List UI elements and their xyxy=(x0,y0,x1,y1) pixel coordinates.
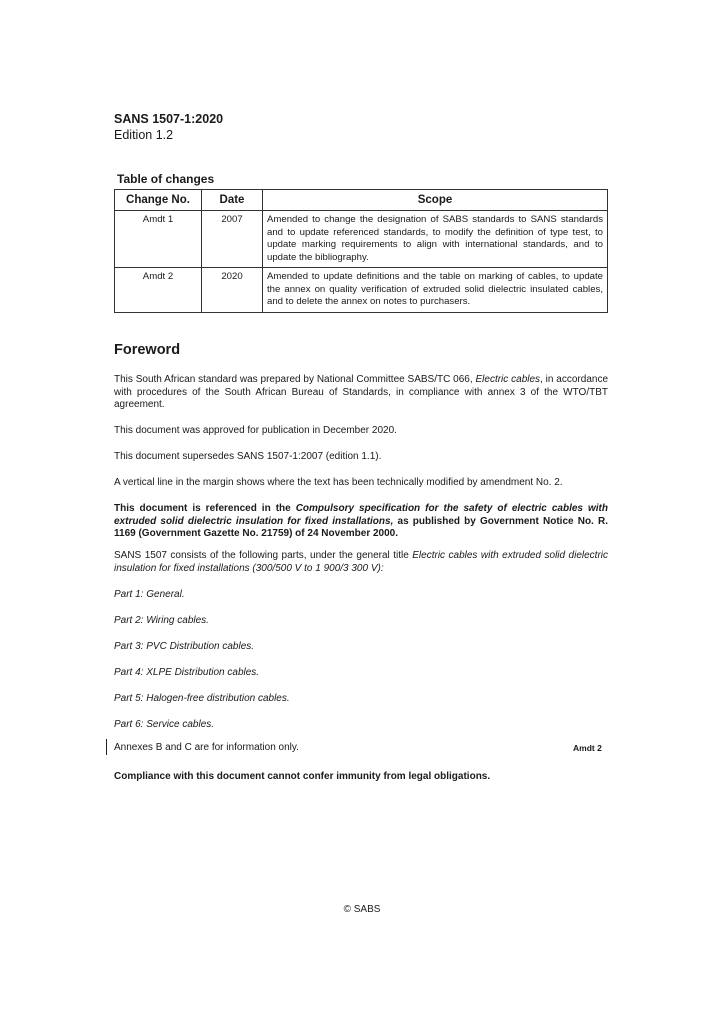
part-list-item: Part 1: General. xyxy=(114,589,185,600)
amendment-marker: Amdt 2 xyxy=(573,743,602,753)
scope-cell: Amended to change the designation of SABS standards to SANS standards and to update referenced standards, to modify the definition of type test, to update marking requirements to align with international standards, and to update the bibliography. xyxy=(263,211,608,268)
table-row xyxy=(115,211,608,268)
foreword-paragraph-supersedes: This document supersedes SANS 1507-1:2007 (edition 1.1). xyxy=(114,451,382,462)
edition-label: Edition 1.2 xyxy=(114,128,174,142)
part-list-item: Part 5: Halogen-free distribution cables. xyxy=(114,693,290,704)
part-list-item: Part 3: PVC Distribution cables. xyxy=(114,641,255,652)
foreword-paragraph-margin-line: A vertical line in the margin shows where the text has been technically modified by amendment No. 2. xyxy=(114,477,563,488)
foreword-heading: Foreword xyxy=(114,342,181,358)
column-header-change-no: Change No. xyxy=(115,190,202,211)
part-list-item: Part 2: Wiring cables. xyxy=(114,615,209,626)
foreword-paragraph-parts-intro: SANS 1507 consists of the following parts, under the general title Electric cables with extruded solid dielectric insulation for fixed installations (300/500 V to 1 900/3 300 V): xyxy=(114,550,608,574)
scope-cell: Amended to update definitions and the table on marking of cables, to update the annex on quality verification of extruded solid dielectric insulated cables, and to delete the annex on notes to purchasers. xyxy=(263,268,608,313)
amendment-margin-bar xyxy=(106,739,107,755)
part-list-item: Part 4: XLPE Distribution cables. xyxy=(114,667,260,678)
foreword-paragraph-approval: This document was approved for publication in December 2020. xyxy=(114,425,397,436)
foreword-paragraph-compulsory-spec: This document is referenced in the Compulsory specification for the safety of electric cables with extruded solid dielectric insulation for fixed installations, as published by Government Notice No. R. 1169 (Government Gazette No. 21759) of 24 November 2000. xyxy=(114,503,608,540)
column-header-scope: Scope xyxy=(263,190,608,211)
date-cell: 2007 xyxy=(202,211,263,268)
change-no-cell: Amdt 2 xyxy=(115,268,202,313)
table-row xyxy=(115,268,608,313)
standard-number: SANS 1507-1:2020 xyxy=(114,112,224,126)
compliance-statement: Compliance with this document cannot confer immunity from legal obligations. xyxy=(114,771,491,782)
footer-copyright: © SABS xyxy=(343,904,381,915)
changes-table xyxy=(114,189,608,313)
foreword-paragraph-annexes: Annexes B and C are for information only. xyxy=(114,742,299,753)
part-list-item: Part 6: Service cables. xyxy=(114,719,215,730)
foreword-paragraph-committee: This South African standard was prepared by National Committee SABS/TC 066, Electric cables, in accordance with procedures of the South African Bureau of Standards, in compliance with annex 3 of the WTO/TBT agreement. xyxy=(114,374,609,411)
table-header-row xyxy=(115,190,608,211)
changes-table-title: Table of changes xyxy=(117,172,215,186)
column-header-date: Date xyxy=(202,190,263,211)
change-no-cell: Amdt 1 xyxy=(115,211,202,268)
date-cell: 2020 xyxy=(202,268,263,313)
